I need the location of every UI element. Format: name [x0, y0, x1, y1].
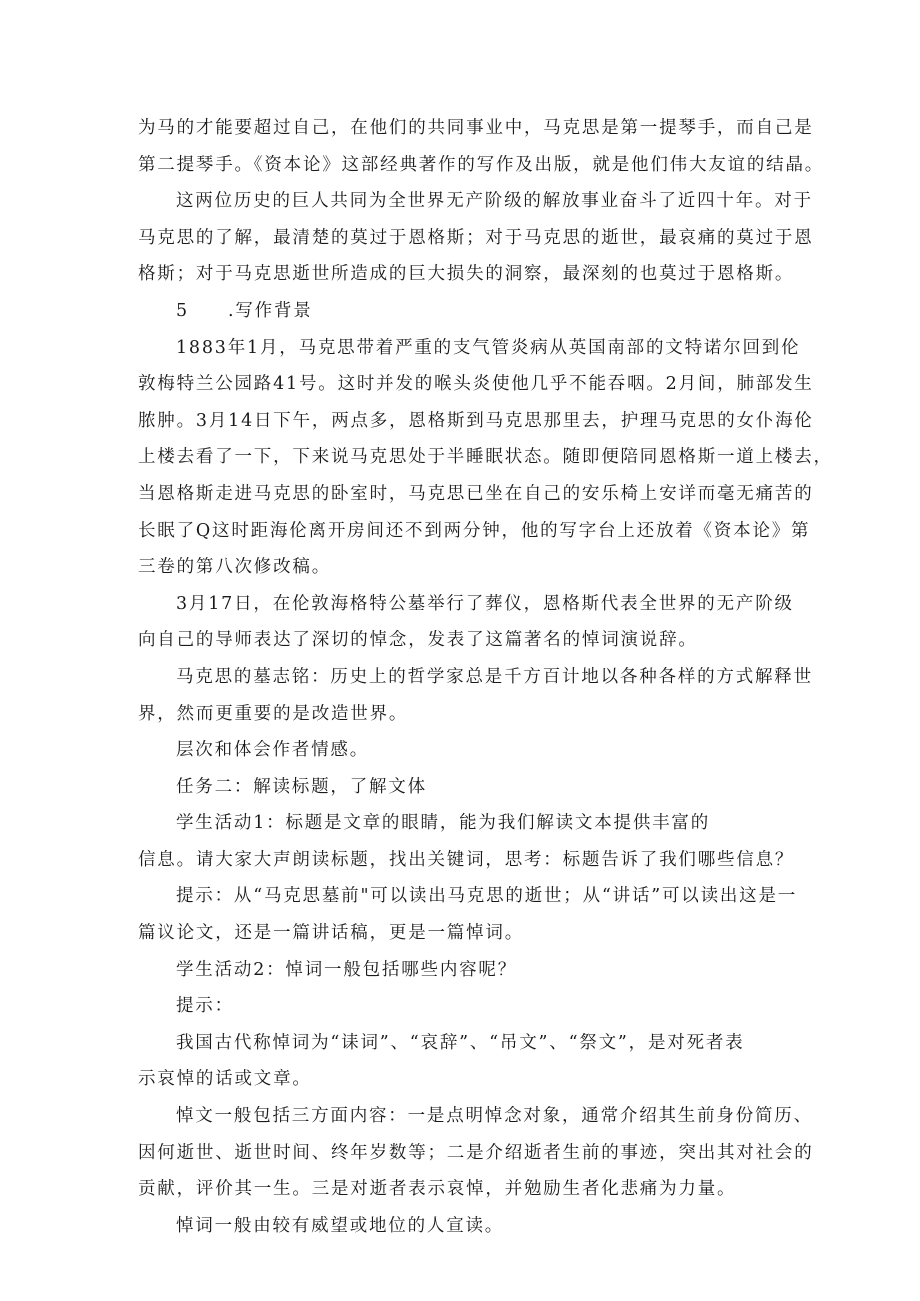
text-line: 脓肿。3月14日下午，两点多，恩格斯到马克思那里去，护理马克思的女仆海伦 — [138, 410, 814, 431]
text-line: 学生活动1：标题是文章的眼睛，能为我们解读文本提供丰富的 — [176, 813, 711, 834]
text-line: 悼词一般由较有威望或地位的人宣读。 — [176, 1215, 505, 1236]
document-body — [138, 110, 833, 1244]
text-line: 敦梅特兰公园路41号。这时并发的喉头炎使他几乎不能吞咽。2月间，肺部发生 — [138, 374, 814, 395]
text-line: 贡献，评价其一生。三是对逝者表示哀悼，并勉励生者化悲痛为力量。 — [138, 1179, 737, 1200]
text-line: 三卷的第八次修改稿。 — [138, 557, 331, 578]
text-line: 3月17日，在伦敦海格特公墓举行了葬仪，恩格斯代表全世界的无产阶级 — [176, 593, 794, 614]
text-line: 篇议论文，还是一篇讲话稿，更是一篇悼词。 — [138, 923, 524, 944]
text-line: 马克思的墓志铭：历史上的哲学家总是千方百计地以各种各样的方式解释世 — [176, 666, 813, 687]
text-line: 因何逝世、逝世时间、终年岁数等；二是介绍逝者生前的事迹，突出其对社会的 — [138, 1142, 814, 1163]
text-line: 当恩格斯走进马克思的卧室时，马克思已坐在自己的安乐椅上安详而毫无痛苦的 — [138, 483, 814, 504]
text-line: 示哀悼的话或文章。 — [138, 1069, 312, 1090]
text-line: 这两位历史的巨人共同为全世界无产阶级的解放事业奋斗了近四十年。对于 — [176, 191, 813, 212]
text-line: 格斯；对于马克思逝世所造成的巨大损失的洞察，最深刻的也莫过于恩格斯。 — [138, 264, 795, 285]
text-line: 我国古代称悼词为“诔词”、“哀辞”、“吊文”、“祭文”，是对死者表 — [176, 1032, 745, 1053]
text-line: 悼文一般包括三方面内容：一是点明悼念对象，通常介绍其生前身份简历、 — [176, 1106, 813, 1127]
text-line: 学生活动2：悼词一般包括哪些内容呢？ — [176, 959, 518, 980]
text-line: 层次和体会作者情感。 — [176, 740, 369, 761]
text-line: 上楼去看了一下，下来说马克思处于半睡眠状态。随即便陪同恩格斯一道上楼去， — [138, 447, 833, 468]
text-line: 长眠了Q这时距海伦离开房间还不到两分钟，他的写字台上还放着《资本论》第 — [138, 520, 811, 541]
text-line: 信息。请大家大声朗读标题，找出关键词，思考：标题告诉了我们哪些信息？ — [138, 849, 795, 870]
text-line: 提示： — [176, 996, 234, 1017]
text-line: 为马的才能要超过自己，在他们的共同事业中，马克思是第一提琴手，而自己是 — [138, 118, 814, 138]
text-line: 马克思的了解，最清楚的莫过于恩格斯；对于马克思的逝世，最哀痛的莫过于恩 — [138, 227, 814, 248]
section-heading — [138, 293, 798, 330]
text-line: 第二提琴手。《资本论》这部经典著作的写作及出版，就是他们伟大友谊的结晶。 — [138, 154, 825, 175]
text-line: 界，然而更重要的是改造世界。 — [138, 703, 409, 724]
section-title: .写作背景 — [228, 300, 313, 321]
task-heading: 任务二：解读标题，了解文体 — [176, 776, 427, 797]
text-line: 1883年1月，马克思带着严重的支气管炎病从英国南部的文特诺尔回到伦 — [176, 337, 801, 358]
section-number: 5 — [176, 300, 189, 321]
text-line: 向自己的导师表达了深切的悼念，发表了这篇著名的悼词演说辞。 — [138, 630, 698, 651]
text-line: 提示：从“马克思墓前"可以读出马克思的逝世；从“讲话”可以读出这是一 — [176, 886, 798, 907]
